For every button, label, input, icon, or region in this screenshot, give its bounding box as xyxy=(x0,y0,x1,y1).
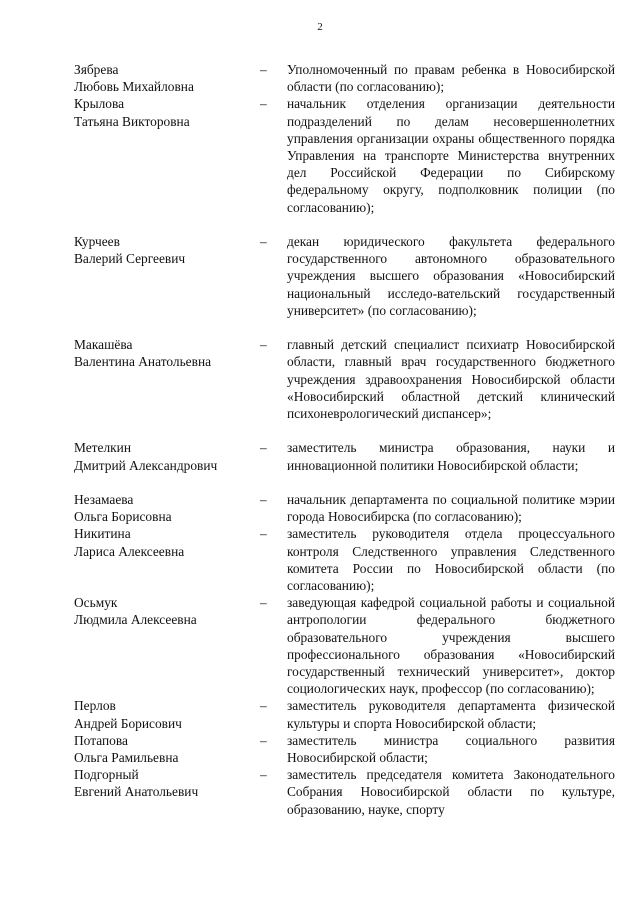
list-item xyxy=(74,732,616,766)
page-number: 2 xyxy=(317,21,323,33)
member-surname: Курчеев xyxy=(74,234,120,250)
member-position: начальник департамента по социальной политике мэрии города Новосибирска (по согласованию); xyxy=(287,492,615,525)
member-surname: Осьмук xyxy=(74,595,118,611)
dash-separator: – xyxy=(260,440,267,456)
member-given-name: Ольга Борисовна xyxy=(74,509,172,525)
list-item xyxy=(74,336,616,422)
member-given-name: Валентина Анатольевна xyxy=(74,354,212,370)
member-position: начальник отделения организации деятельности подразделений по делам несовершеннолетних управления организации охраны общественного порядка Управления на транспорте Министерства внутренних дел Российской Федерации по Сибирскому федеральному округу, подполковник полиции (по согласованию); xyxy=(287,96,615,215)
list-item xyxy=(74,61,616,95)
list-item xyxy=(74,697,616,731)
member-given-name: Евгений Анатольевич xyxy=(74,784,199,800)
member-position: заместитель министра образования, науки и инновационной политики Новосибирской области; xyxy=(287,440,615,473)
dash-separator: – xyxy=(260,62,267,77)
member-surname: Никитина xyxy=(74,526,131,542)
list-item xyxy=(74,95,616,215)
dash-separator: – xyxy=(260,96,267,112)
member-name xyxy=(74,491,260,525)
member-given-name: Любовь Михайловна xyxy=(74,79,194,95)
member-list xyxy=(74,61,616,818)
list-item xyxy=(74,491,616,525)
member-name xyxy=(74,732,260,766)
list-item xyxy=(74,233,616,319)
member-given-name: Татьяна Викторовна xyxy=(74,113,190,129)
member-given-name: Андрей Борисович xyxy=(74,715,182,731)
list-item xyxy=(74,439,616,473)
dash-separator: – xyxy=(260,732,267,748)
member-surname: Потапова xyxy=(74,732,128,748)
member-position: заместитель руководителя отдела процессуального контроля Следственного управления Следственного комитета России по Новосибирской области (по согласованию); xyxy=(287,526,615,594)
member-name xyxy=(74,525,260,594)
dash-separator: – xyxy=(260,492,267,508)
member-given-name: Ольга Рамильевна xyxy=(74,750,179,766)
member-position: заведующая кафедрой социальной работы и социальной антропологии федерального бюджетного образовательного учреждения высшего профессионального образования «Новосибирский государственный технический университет», доктор социологических наук, профессор (по согласованию); xyxy=(287,595,615,697)
member-surname: Зябрева xyxy=(74,62,119,77)
member-name xyxy=(74,233,260,319)
dash-separator: – xyxy=(260,767,267,783)
member-name xyxy=(74,336,260,422)
dash-separator: – xyxy=(260,698,267,714)
member-position: главный детский специалист психиатр Новосибирской области, главный врач государственного бюджетного учреждения здравоохранения Новосибирской области «Новосибирский областной детский клинический психоневрологический диспансер»; xyxy=(287,337,615,422)
member-position: декан юридического факультета федерального государственного автономного образовательного учреждения высшего образования «Новосибирский национальный исследо-вательский государственный университет» (по согласованию); xyxy=(287,234,615,318)
member-name xyxy=(74,594,260,697)
member-given-name: Валерий Сергеевич xyxy=(74,251,186,267)
member-surname: Незамаева xyxy=(74,492,134,508)
member-position: Уполномоченный по правам ребенка в Новосибирской области (по согласованию); xyxy=(287,62,615,95)
member-name xyxy=(74,697,260,731)
member-name xyxy=(74,95,260,215)
member-name xyxy=(74,439,260,473)
member-surname: Крылова xyxy=(74,96,125,112)
dash-separator: – xyxy=(260,337,267,353)
list-item xyxy=(74,766,616,818)
dash-separator: – xyxy=(260,595,267,611)
member-surname: Подгорный xyxy=(74,767,139,783)
member-name xyxy=(74,766,260,818)
member-given-name: Людмила Алексеевна xyxy=(74,612,197,628)
member-surname: Метелкин xyxy=(74,440,131,456)
dash-separator: – xyxy=(260,234,267,250)
member-name xyxy=(74,61,260,95)
member-surname: Макашёва xyxy=(74,337,133,353)
member-given-name: Лариса Алексеевна xyxy=(74,543,185,559)
member-position: заместитель председателя комитета Законодательного Собрания Новосибирской области по культуре, образованию, науке, спорту xyxy=(287,767,615,817)
member-given-name: Дмитрий Александрович xyxy=(74,457,218,473)
list-item xyxy=(74,594,616,697)
dash-separator: – xyxy=(260,526,267,542)
member-position: заместитель министра социального развития Новосибирской области; xyxy=(287,732,615,766)
member-position: заместитель руководителя департамента физической культуры и спорта Новосибирской области; xyxy=(287,698,615,731)
member-surname: Перлов xyxy=(74,698,116,714)
list-item xyxy=(74,525,616,594)
